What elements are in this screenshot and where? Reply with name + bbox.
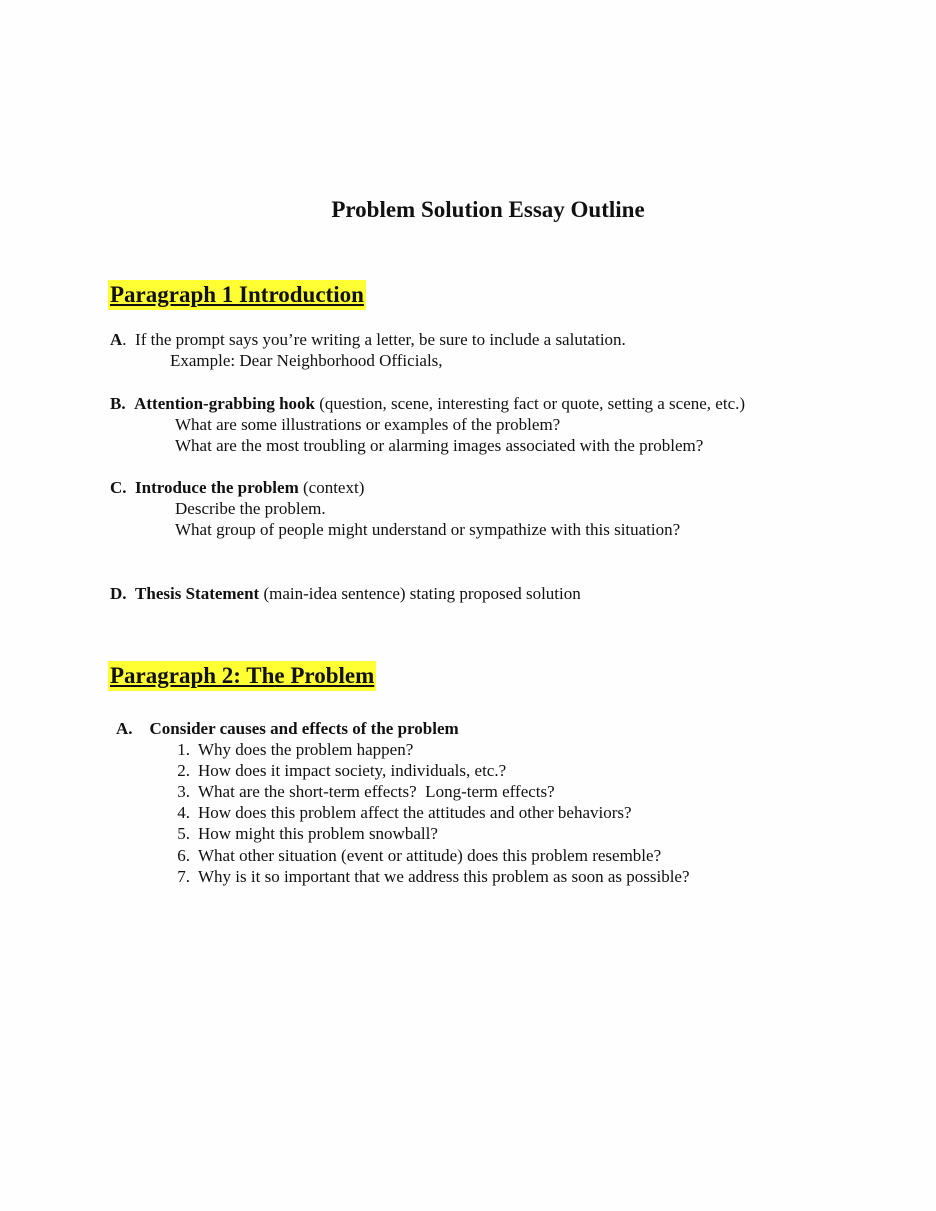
outline-subitem: What are the most troubling or alarming images associated with the problem?	[175, 436, 704, 455]
page-title: Problem Solution Essay Outline	[331, 197, 645, 222]
outline-item-c	[110, 477, 364, 498]
outline-item-a: A. If the prompt says you’re writing a letter, be sure to include a salutation.	[110, 330, 626, 349]
outline-item-a-example: Example: Dear Neighborhood Officials,	[170, 351, 443, 370]
item-marker: A.	[116, 719, 133, 738]
outline-item-b	[110, 393, 745, 414]
section-heading-paragraph-1: Paragraph 1 Introduction	[108, 280, 366, 310]
item-text: (context)	[303, 478, 365, 497]
item-bold-text: Introduce the problem	[135, 478, 299, 497]
outline-item-d	[110, 583, 581, 604]
item-bold-text: Thesis Statement	[135, 584, 260, 603]
item-marker: B.	[110, 394, 126, 413]
outline-subitem: What are some illustrations or examples of the problem?	[175, 415, 561, 434]
numbered-list-item: 6. What other situation (event or attitude) does this problem resemble?	[177, 846, 662, 865]
numbered-list-item: 7. Why is it so important that we address this problem as soon as possible?	[177, 867, 690, 886]
numbered-list-item: 4. How does this problem affect the attitudes and other behaviors?	[177, 803, 632, 822]
section-heading-paragraph-2: Paragraph 2: The Problem	[108, 661, 376, 691]
numbered-list-item: 5. How might this problem snowball?	[177, 824, 438, 843]
item-bold-text: Consider causes and effects of the problem	[149, 719, 459, 738]
outline-subitem: Describe the problem.	[175, 499, 326, 518]
item-marker: C.	[110, 478, 127, 497]
item-text: If the prompt says you’re writing a letter, be sure to include a salutation.	[135, 330, 626, 349]
numbered-list-item: 3. What are the short-term effects? Long-term effects?	[177, 782, 555, 801]
item-marker: A	[110, 330, 123, 349]
numbered-list-item: 1. Why does the problem happen?	[177, 740, 414, 759]
item-text: (main-idea sentence) stating proposed solution	[263, 584, 581, 603]
item-bold-text: Attention-grabbing hook	[134, 394, 315, 413]
outline-subitem: What group of people might understand or sympathize with this situation?	[175, 520, 681, 539]
item-text: (question, scene, interesting fact or quote, setting a scene, etc.)	[319, 394, 746, 413]
item-marker: D.	[110, 584, 127, 603]
numbered-list-item: 2. How does it impact society, individuals, etc.?	[177, 761, 507, 780]
outline-item-a	[116, 718, 459, 739]
